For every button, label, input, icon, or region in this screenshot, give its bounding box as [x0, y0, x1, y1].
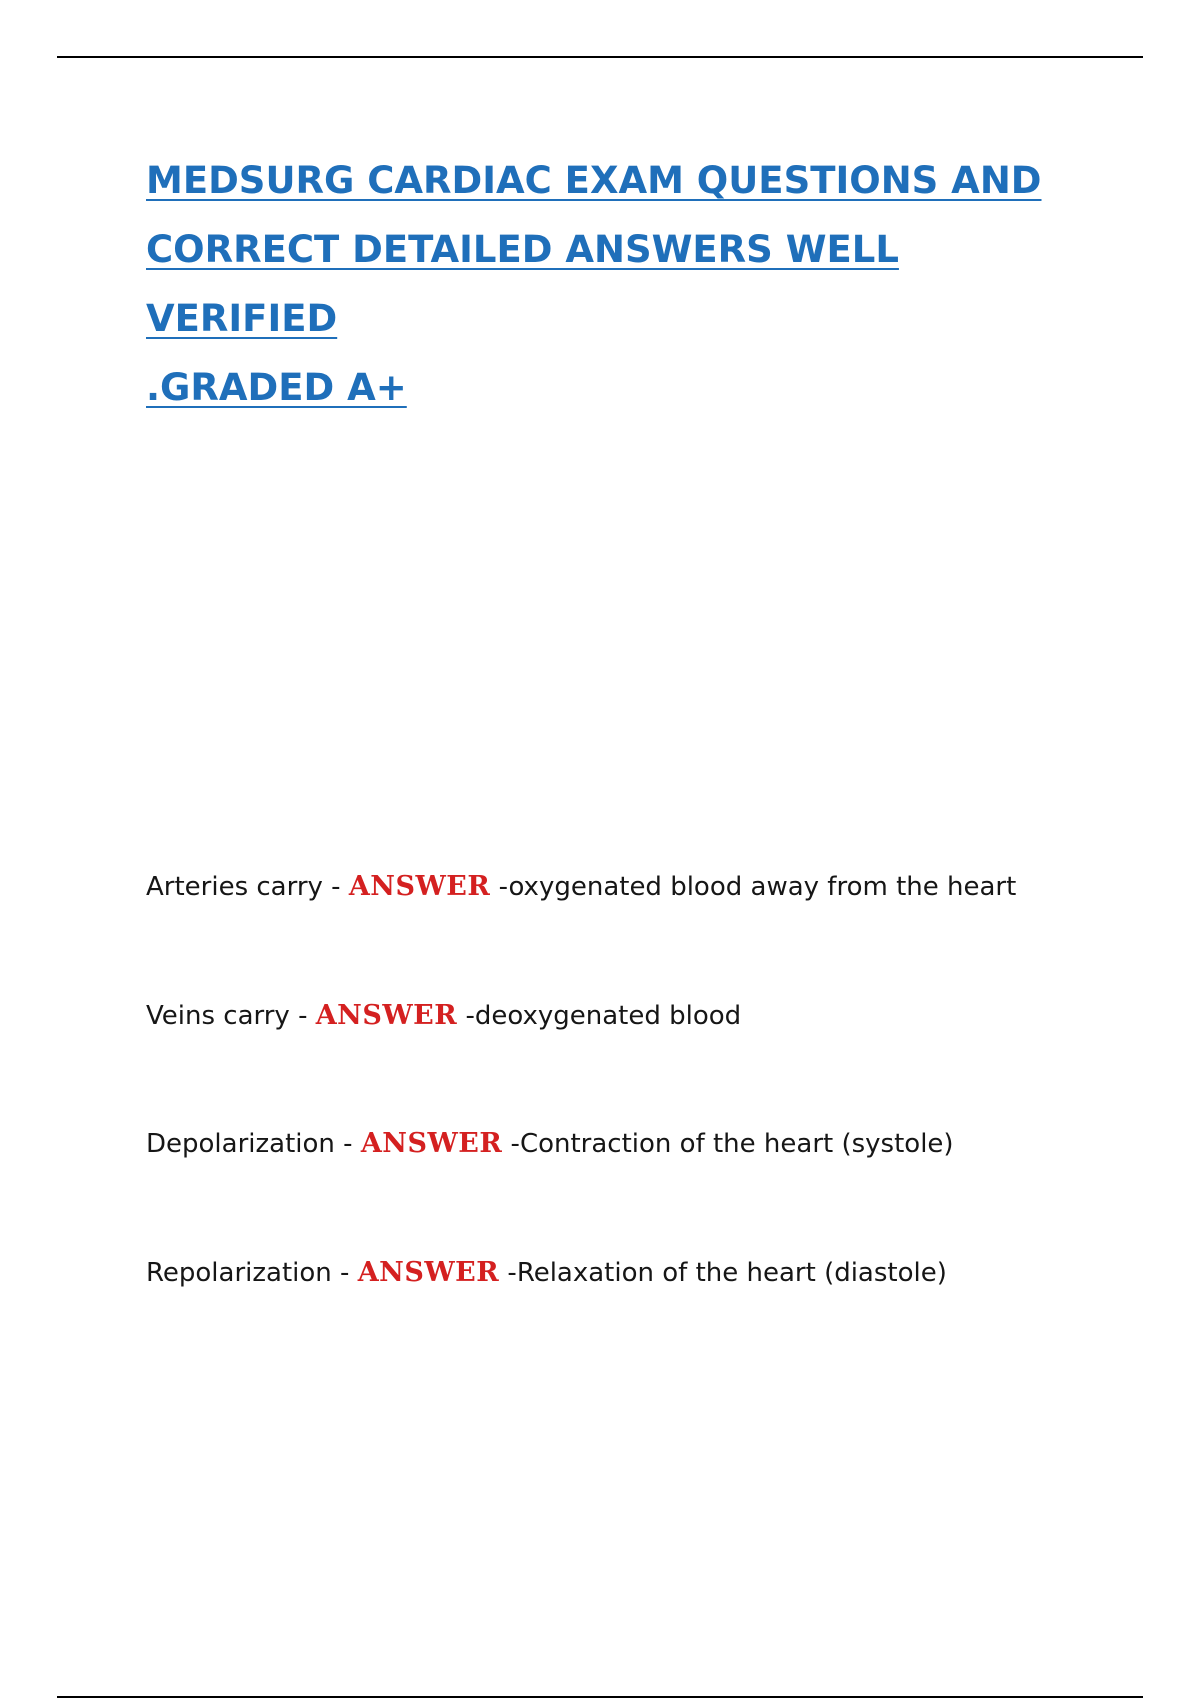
- bottom-rule: [57, 1696, 1143, 1698]
- title-line-3: .GRADED A+: [146, 366, 407, 409]
- answer-text: deoxygenated blood: [474, 1001, 742, 1031]
- title-line-1: MEDSURG CARDIAC EXAM QUESTIONS AND: [146, 159, 1042, 202]
- title-line-2: CORRECT DETAILED ANSWERS WELL VERIFIED: [146, 228, 899, 340]
- separator: -: [289, 1001, 316, 1031]
- answer-label: ANSWER: [315, 1000, 458, 1031]
- qa-item-repolarization: [146, 1256, 947, 1290]
- answer-text: Relaxation of the heart (diastole): [516, 1258, 947, 1288]
- answer-prefix: -: [498, 872, 509, 902]
- question-text: Arteries carry: [146, 872, 323, 902]
- answer-text: Contraction of the heart (systole): [519, 1129, 954, 1159]
- answer-prefix: -: [465, 1001, 475, 1031]
- question-text: Veins carry: [146, 1001, 290, 1031]
- answer-label: ANSWER: [357, 1257, 500, 1288]
- separator: -: [322, 872, 349, 902]
- document-title: [146, 146, 1096, 422]
- answer-prefix: -: [510, 1129, 520, 1159]
- top-rule: [57, 56, 1143, 58]
- qa-item-arteries: [146, 870, 1016, 904]
- answer-text: oxygenated blood away from the heart: [508, 872, 1017, 902]
- answer-label: ANSWER: [348, 871, 491, 902]
- answer-label: ANSWER: [360, 1128, 503, 1159]
- question-text: Repolarization: [146, 1258, 332, 1288]
- separator: -: [331, 1258, 358, 1288]
- separator: -: [334, 1129, 361, 1159]
- qa-item-depolarization: [146, 1127, 954, 1161]
- question-text: Depolarization: [146, 1129, 335, 1159]
- qa-item-veins: [146, 999, 741, 1033]
- answer-prefix: -: [507, 1258, 517, 1288]
